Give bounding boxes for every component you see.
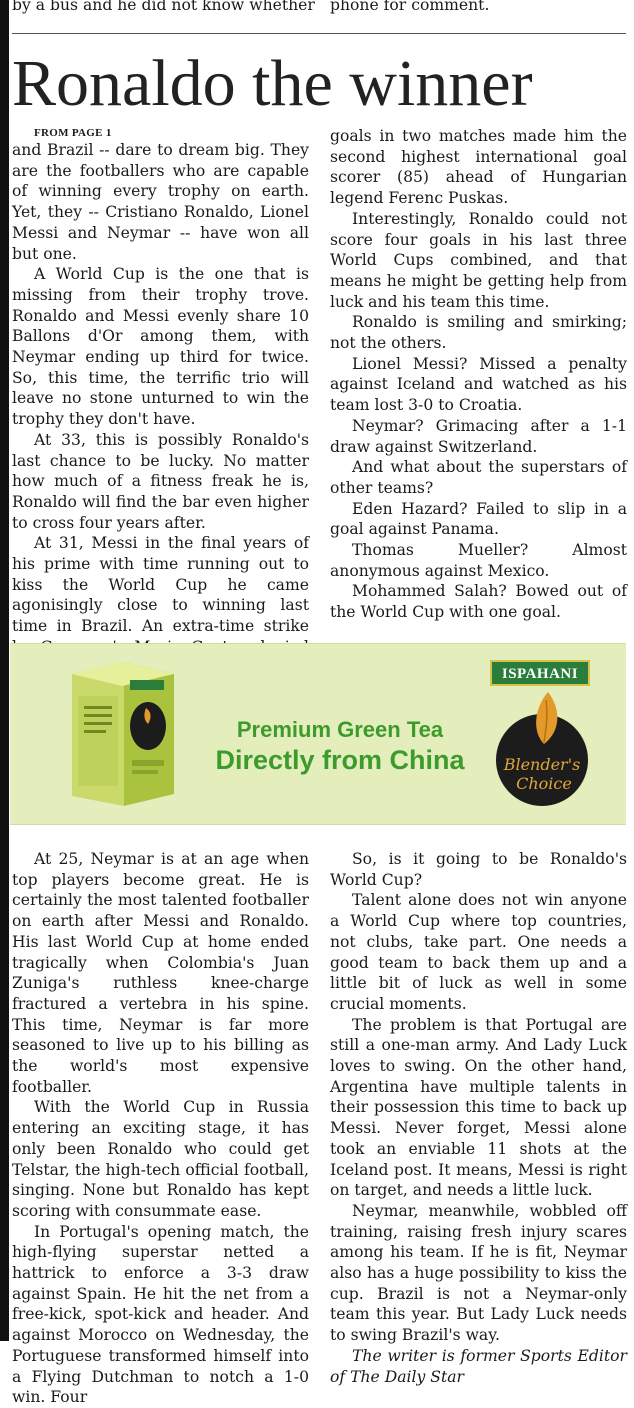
paragraph: Neymar, meanwhile, wobbled off training, raising fresh injury scares among his team. If he is fit, Neymar also has a huge possibility to kiss the cup. Brazil is not a Neymar-only team this year. But Lady Luck needs to swing Brazil's way. [330,1201,627,1345]
paragraph: At 31, Messi in the final years of his prime with time running out to kiss the World Cup he came agonisingly close to winning last time in Brazil. An extra-time strike [12,534,309,636]
lower-right-column [330,849,627,1387]
headline: Ronaldo the winner [12,47,533,120]
paragraph: At 25, Neymar is at an age when top players become great. He is certainly the most talented footballer on earth after Messi and Ronaldo. His last World Cup at home ended tragically when Colombia's Juan Zuniga's ruthless knee-charge fractured a vertebra in his spine. This time, Neymar is far more seasoned to live up to his billing as the world's most expensive footballer. [12,850,309,1096]
kicker: FROM PAGE 1 [34,127,112,139]
page-edge-bar [0,0,9,1341]
paragraph: Lionel Messi? Missed a penalty against Iceland and watched as his team lost 3-0 to Croatia. [330,354,627,415]
paragraph: Eden Hazard? Failed to slip in a goal against Panama. [330,499,627,539]
tea-advertisement[interactable] [10,643,626,825]
upper-left-column [12,126,309,678]
paragraph: With the World Cup in Russia entering an exciting stage, it has only been Ronaldo who could get Telstar, the high-tech official football, singing. None but Ronaldo has kept scoring with consummate ease. [12,1098,309,1220]
ad-line-2: Directly from China [215,745,465,775]
section-rule [12,33,626,34]
paragraph: Thomas Mueller? Almost anonymous against Mexico. [330,541,627,580]
paragraph: So, is it going to be Ronaldo's World Cup? [330,850,627,889]
ad-headline [200,716,480,776]
ad-line-1: Premium Green Tea [236,717,444,742]
prev-article-tail-right: phone for comment. [330,0,490,14]
paragraph: goals in two matches made him the second highest international goal scorer (85) ahead of Hungarian legend Ferenc Puskas. [330,127,627,208]
paragraph: In Portugal's opening match, the high-flying superstar netted a hattrick to enforce a 3-3 draw against Spain. He hit the net from a free-kick, spot-kick and header. And against Morocco on Wednesday, the Portuguese transformed himself into a Flying Dutchman to notch a 1-0 win. Four [12,1222,309,1407]
logo-text-bottom: Choice [516,774,572,793]
prev-article-tail: by a bus and he did not know whether [12,0,315,14]
tea-box-image [62,656,192,816]
paragraph: A World Cup is the one that is missing from their trophy trove. Ronaldo and Messi evenly share 10 Ballons d'Or among them, with Neymar ending up third for twice. So, this time, the terrific trio will leave no stone unturned to win the trophy they don't have. [12,265,309,429]
paragraph: and Brazil -- dare to dream big. They are the footballers who are capable of winning every trophy on earth. Yet, they -- Cristiano Ronaldo, Lionel Messi and Neymar -- have won all but one. [12,141,309,263]
paragraph: Neymar? Grimacing after a 1-1 draw against Switzerland. [330,416,627,456]
logo-text-top: Blender's [503,755,581,774]
upper-right-column [330,126,627,623]
paragraph: At 33, this is possibly Ronaldo's last chance to be lucky. No matter how much of a fitness freak he is, Ronaldo will find the bar even higher to cross four years after. [12,430,309,532]
ispahani-logo: ISPAHANI [490,660,590,686]
paragraph: Ronaldo is smiling and smirking; not the others. [330,313,627,353]
paragraph: The problem is that Portugal are still a one-man army. And Lady Luck loves to swing. On the other hand, Argentina have multiple talents in their possession this time to back up Messi. Never forget, Messi alone took an enviable 11 shots at the Iceland post. It means, Messi is right on target, and needs a little luck. [330,1015,627,1200]
paragraph: Interestingly, Ronaldo could not score four goals in his last three World Cups combined, and that means he might be getting help from luck and his team this time. [330,209,627,311]
paragraph: Talent alone does not win anyone a World Cup where top countries, not clubs, take part. One needs a good team to back them up and a little bit of luck as well in some crucial moments. [330,891,627,1013]
paragraph: Mohammed Salah? Bowed out of the World Cup with one goal. [330,582,627,622]
blenders-choice-logo [492,688,592,820]
lower-left-column [12,849,309,1408]
paragraph: And what about the superstars of other teams? [330,458,627,497]
author-credit: The writer is former Sports Editor of The Daily Star [330,1346,627,1386]
